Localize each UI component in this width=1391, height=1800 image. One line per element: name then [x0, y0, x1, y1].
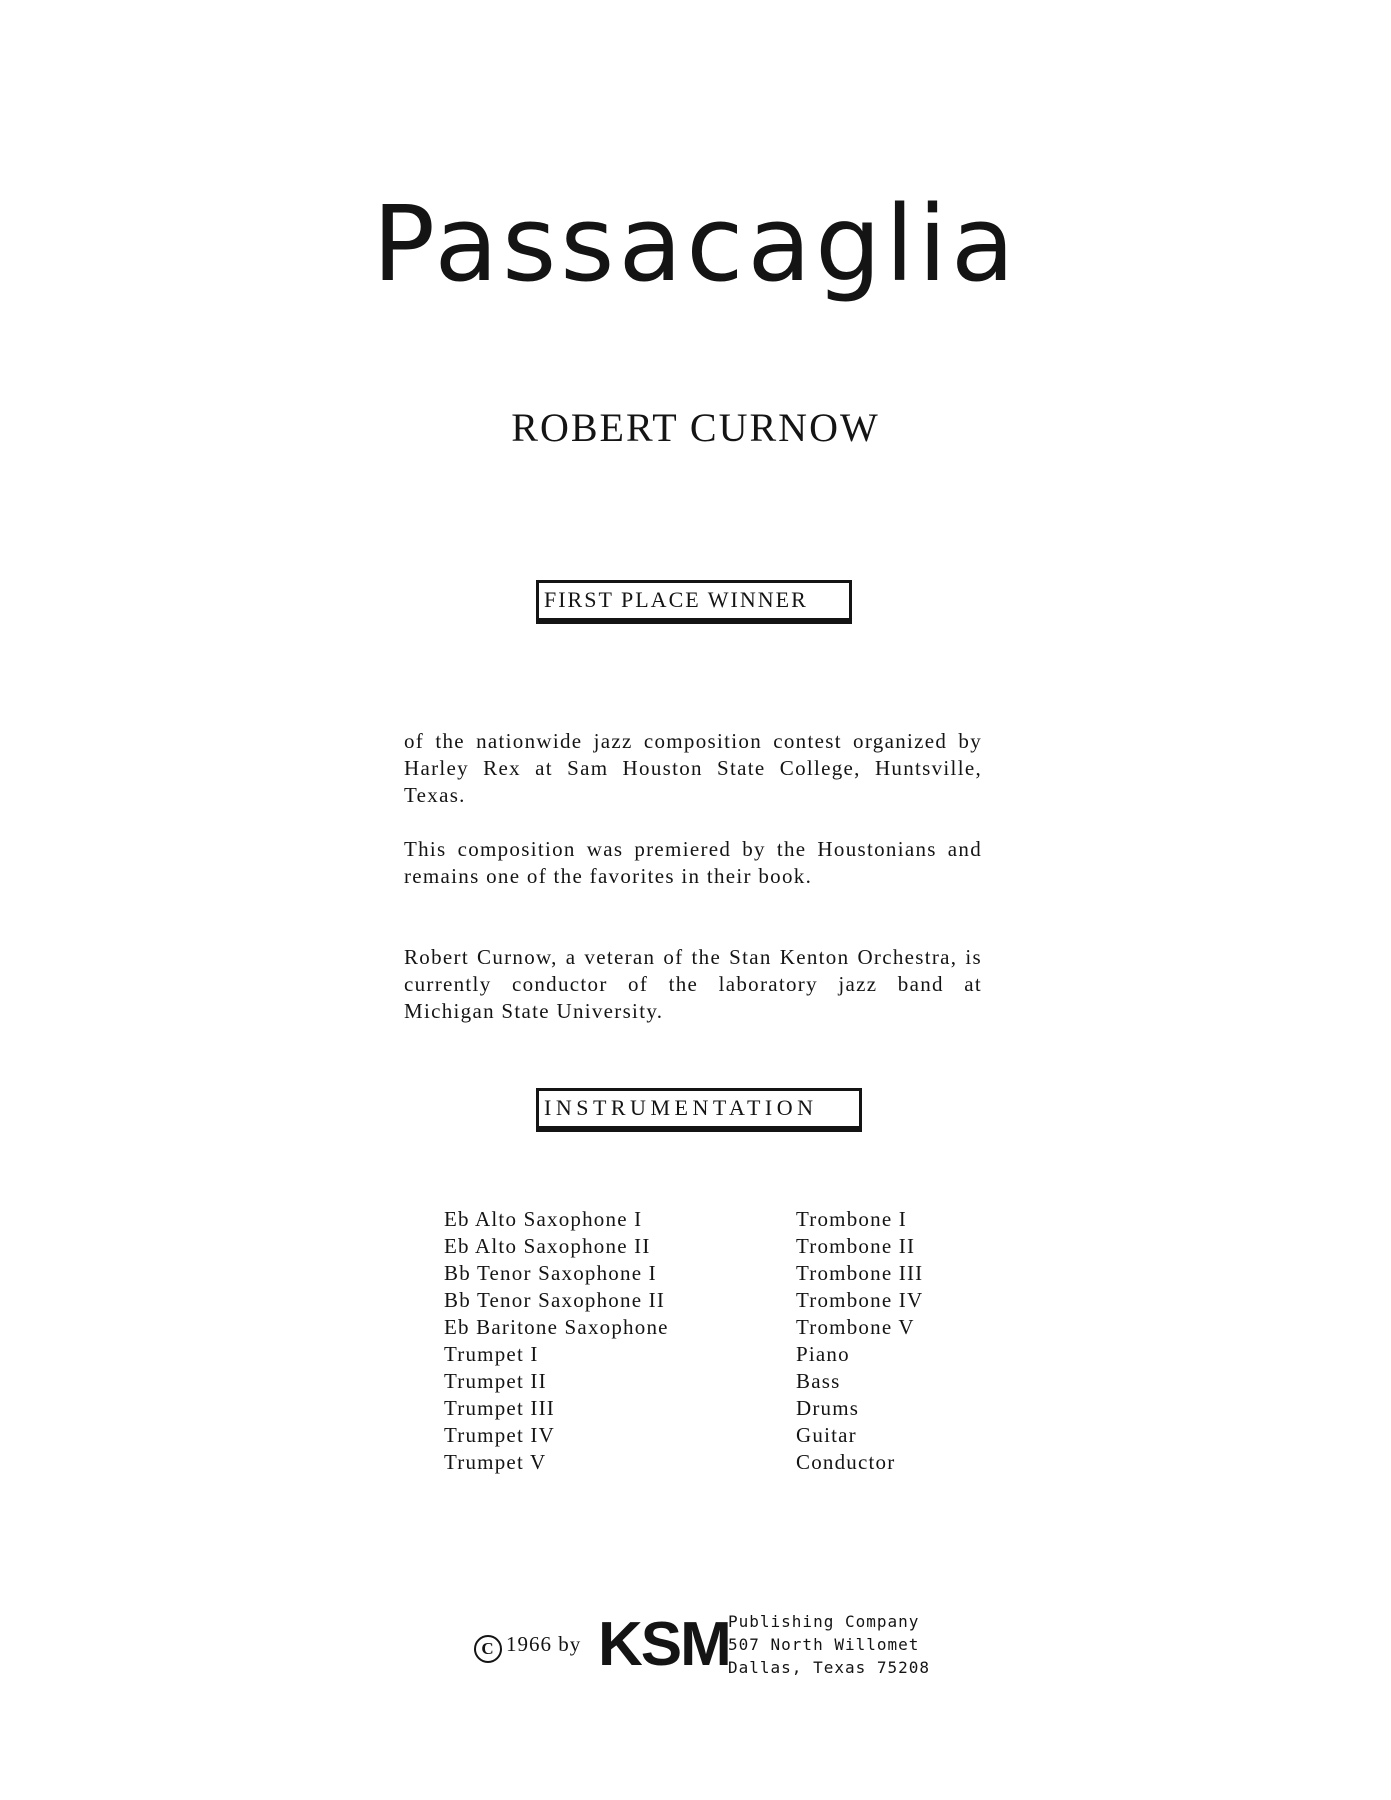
publisher-city: Dallas, Texas 75208 [728, 1658, 931, 1677]
page-title: Passacaglia [372, 183, 1019, 305]
copyright-text: 1966 by [506, 1632, 582, 1656]
list-item: Trumpet IV [444, 1423, 555, 1447]
list-item: Trombone V [796, 1315, 915, 1339]
copyright-icon: C [474, 1635, 502, 1663]
list-item: Trumpet V [444, 1450, 547, 1474]
list-item: Trumpet II [444, 1369, 547, 1393]
list-item: Guitar [796, 1423, 857, 1447]
list-item: Trumpet I [444, 1342, 539, 1366]
publisher-footer [0, 1608, 1391, 1688]
composer-bio: Robert Curnow, a veteran of the Stan Kenton Orchestra, is currently conductor of the laboratory jazz band at Michigan State University. [404, 945, 982, 1023]
list-item: Conductor [796, 1450, 896, 1474]
list-item: Eb Alto Saxophone II [444, 1234, 651, 1258]
list-item: Piano [796, 1342, 850, 1366]
list-item: Trombone II [796, 1234, 916, 1258]
instrumentation-label-box: INSTRUMENTATION [536, 1088, 862, 1129]
author-name: ROBERT CURNOW [511, 405, 880, 450]
publisher-street: 507 North Willomet [728, 1635, 920, 1654]
copyright-notice [474, 1632, 581, 1663]
list-item: Eb Alto Saxophone I [444, 1207, 643, 1231]
list-item: Bb Tenor Saxophone II [444, 1288, 666, 1312]
instrument-list-right [796, 1206, 996, 1476]
premiere-description: This composition was premiered by the Houstonians and remains one of the favorites in their book. [404, 837, 982, 888]
award-label-box: FIRST PLACE WINNER [536, 580, 852, 621]
publisher-logo: KSM [598, 1610, 730, 1679]
list-item: Trumpet III [444, 1396, 556, 1420]
list-item: Trombone I [796, 1207, 907, 1231]
list-item: Trombone IV [796, 1288, 924, 1312]
list-item: Eb Baritone Saxophone [444, 1315, 669, 1339]
instrument-list-left [444, 1206, 744, 1476]
contest-description: of the nationwide jazz composition contest organized by Harley Rex at Sam Houston State College, Huntsville, Texas. [404, 729, 982, 807]
list-item: Bass [796, 1369, 841, 1393]
list-item: Trombone III [796, 1261, 924, 1285]
list-item: Drums [796, 1396, 860, 1420]
publisher-address [728, 1610, 930, 1679]
list-item: Bb Tenor Saxophone I [444, 1261, 657, 1285]
publisher-name: Publishing Company [728, 1612, 920, 1631]
